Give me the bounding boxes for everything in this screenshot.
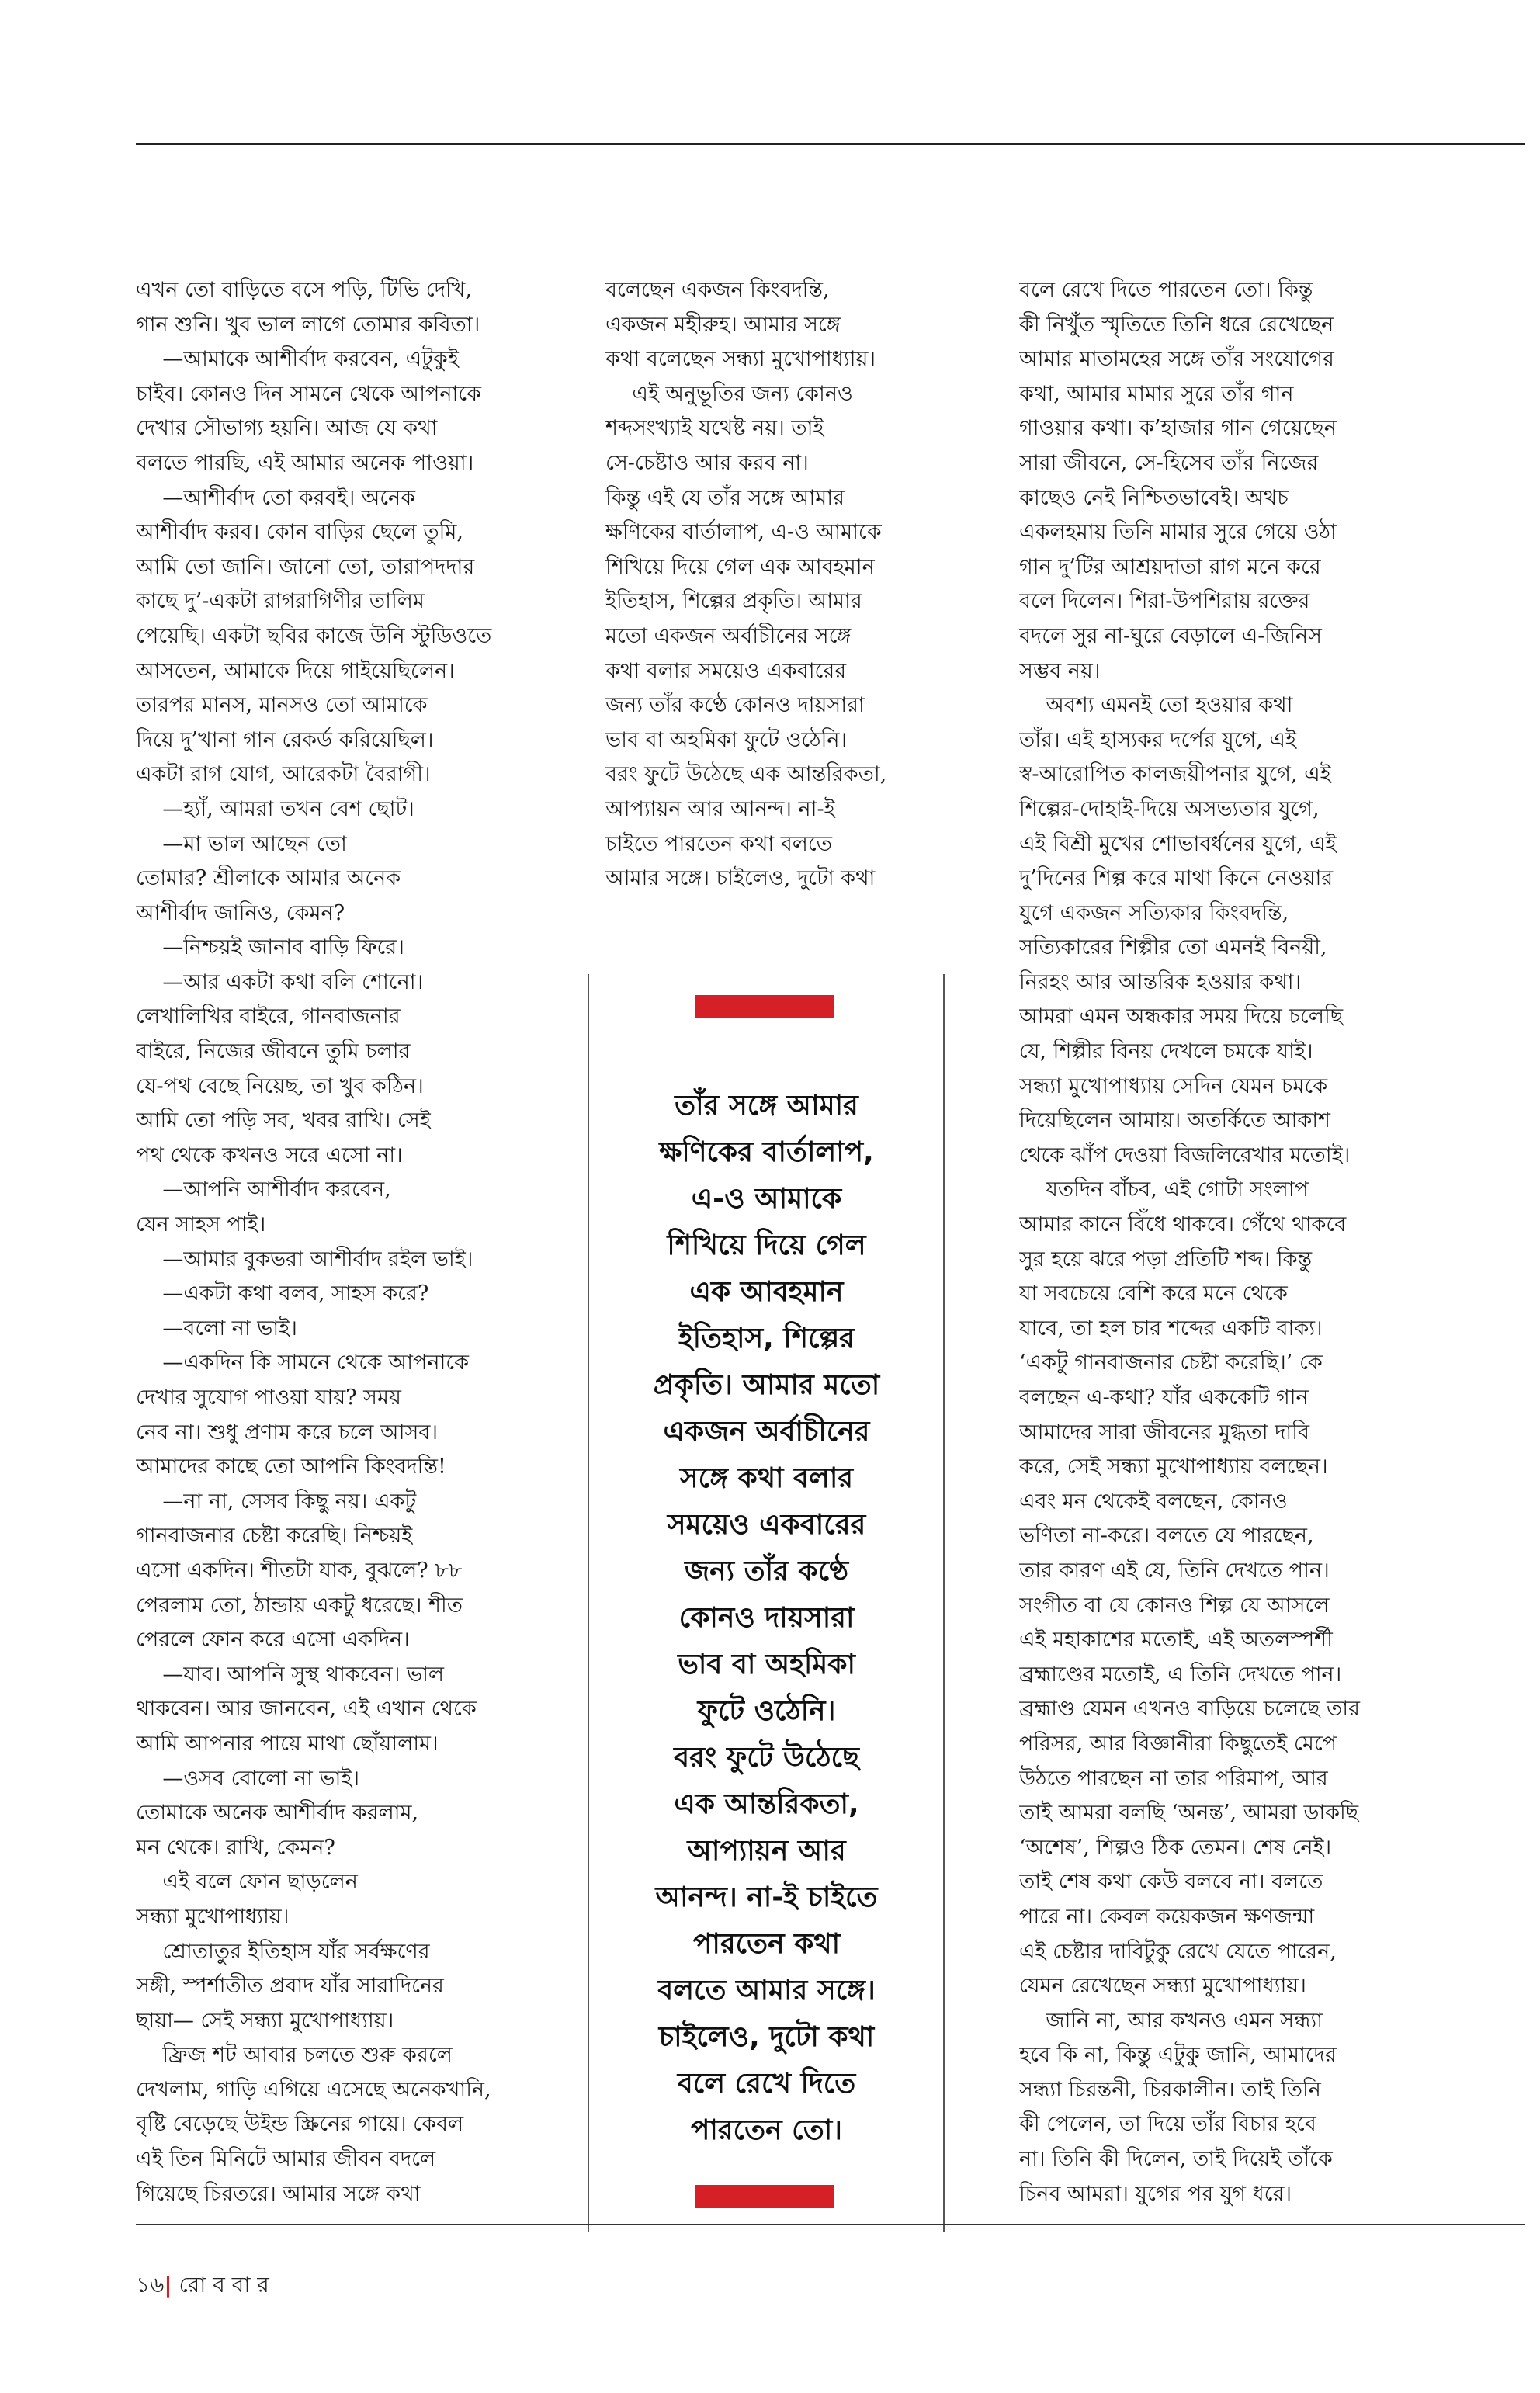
pull-quote-right-rule — [943, 974, 945, 2232]
page-number: ১৬ — [136, 2272, 165, 2298]
pull-quote: তাঁর সঙ্গে আমার ক্ষণিকের বার্তালাপ, এ-ও আমাকে শিখিয়ে দিয়ে গেল এক আবহমান ইতিহাস, শিল্পের প্রকৃতি। আমার মতো একজন অর্বাচীনের সঙ্গে কথা বলার সময়েও একবারের জন্য তাঁর কণ্ঠে কোনও দায়সারা ভাব বা অহমিকা ফুটে ওঠেনি। বরং ফুটে উঠেছে এক আন্তরিকতা, আপ্যায়ন আর আনন্দ। না-ই চাইতে পারতেন কথা বলতে আমার সঙ্গে। চাইলেও, দুটো কথা বলে রেখে দিতে পারতেন তো। — [653, 1090, 880, 2146]
article-column-2: বলেছেন একজন কিংবদন্তি, একজন মহীরুহ। আমার সঙ্গে কথা বলেছেন সন্ধ্যা মুখোপাধ্যায়। এই অনুভূতির জন্য কোনও শব্দসংখ্যাই যথেষ্ট নয়। তাই সে-চেষ্টাও আর করব না। কিন্তু এই যে তাঁর সঙ্গে আমার ক্ষণিকের বার্তালাপ, এ-ও আমাকে শিখিয়ে দিয়ে গেল এক আবহমান ইতিহাস, শিল্পের প্রকৃতি। আমার মতো একজন অর্বাচীনের সঙ্গে কথা বলার সময়েও একবারের জন্য তাঁর কণ্ঠে কোনও দায়সারা ভাব বা অহমিকা ফুটে ওঠেনি। বরং ফুটে উঠেছে এক আন্তরিকতা, আপ্যায়ন আর আনন্দ। না-ই চাইতে পারতেন কথা বলতে আমার সঙ্গে। চাইলেও, দুটো কথা — [605, 278, 887, 891]
footer-separator: | — [164, 2272, 172, 2298]
page-footer — [136, 2268, 269, 2305]
article-column-1: এখন তো বাড়িতে বসে পড়ি, টিভি দেখি, গান শুনি। খুব ভাল লাগে তোমার কবিতা। —আমাকে আশীর্বাদ করবেন, এটুকুই চাইব। কোনও দিন সামনে থেকে আপনাকে দেখার সৌভাগ্য হয়নি। আজ যে কথা বলতে পারছি, এই আমার অনেক পাওয়া। —আশীর্বাদ তো করবই। অনেক আশীর্বাদ করব। কোন বাড়ির ছেলে তুমি, আমি তো জানি। জানো তো, তারাপদদার কাছে দু’-একটা রাগরাগিণীর তালিম পেয়েছি। একটা ছবির কাজে উনি স্টুডিওতে আসতেন, আমাকে দিয়ে গাইয়েছিলেন। তারপর মানস, মানসও তো আমাকে দিয়ে দু’খানা গান রেকর্ড করিয়েছিল। একটা রাগ যোগ, আরেকটা বৈরাগী। —হ্যাঁ, আমরা তখন বেশ ছোট। —মা ভাল আছেন তো তোমার? শ্রীলাকে আমার অনেক আশীর্বাদ জানিও, কেমন? —নিশ্চয়ই জানাব বাড়ি ফিরে। —আর একটা কথা বলি শোনো। লেখালিখির বাইরে, গানবাজনার বাইরে, নিজের জীবনে তুমি চলার যে-পথ বেছে নিয়েছ, তা খুব কঠিন। আমি তো পড়ি সব, খবর রাখি। সেই পথ থেকে কখনও সরে এসো না। —আপনি আশীর্বাদ করবেন, যেন সাহস পাই। —আমার বুকভরা আশীর্বাদ রইল ভাই। —একটা কথা বলব, সাহস করে? —বলো না ভাই। —একদিন কি সামনে থেকে আপনাকে দেখার সুযোগ পাওয়া যায়? সময় নেব না। শুধু প্রণাম করে চলে আসব। আমাদের কাছে তো আপনি কিংবদন্তি! —না না, সেসব কিছু নয়। একটু গানবাজনার চেষ্টা করেছি। নিশ্চয়ই এসো একদিন। শীতটা যাক, বুঝলে? ৮৮ পেরলাম তো, ঠান্ডায় একটু ধরেছে। শীত পেরলে ফোন করে এসো একদিন। —যাব। আপনি সুস্থ থাকবেন। ভাল থাকবেন। আর জানবেন, এই এখান থেকে আমি আপনার পায়ে মাথা ছোঁয়ালাম। —ওসব বোলো না ভাই। তোমাকে অনেক আশীর্বাদ করলাম, মন থেকে। রাখি, কেমন? এই বলে ফোন ছাড়লেন সন্ধ্যা মুখোপাধ্যায়। শ্রোতাতুর ইতিহাস যাঁর সর্বক্ষণের সঙ্গী, স্পর্শাতীত প্রবাদ যাঁর সারাদিনের ছায়া— সেই সন্ধ্যা মুখোপাধ্যায়। ফ্রিজ শট আবার চলতে শুরু করলে দেখলাম, গাড়ি এগিয়ে এসেছে অনেকখানি, বৃষ্টি বেড়েছে উইন্ড স্ক্রিনের গায়ে। কেবল এই তিন মিনিটে আমার জীবন বদলে গিয়েছে চিরতরে। আমার সঙ্গে কথা — [136, 278, 492, 2206]
pull-quote-top-accent-bar — [695, 995, 834, 1018]
footer-rule — [136, 2224, 1525, 2225]
pull-quote-left-rule — [588, 974, 589, 2232]
magazine-name: রো ব বা র — [179, 2272, 269, 2298]
article-column-3: বলে রেখে দিতে পারতেন তো। কিন্তু কী নিখুঁত স্মৃতিতে তিনি ধরে রেখেছেন আমার মাতামহের সঙ্গে তাঁর সংযোগের কথা, আমার মামার সুরে তাঁর গান গাওয়ার কথা। ক’হাজার গান গেয়েছেন সারা জীবনে, সে-হিসেব তাঁর নিজের কাছেও নেই নিশ্চিতভাবেই। অথচ একলহমায় তিনি মামার সুরে গেয়ে ওঠা গান দু’টির আশ্রয়দাতা রাগ মনে করে বলে দিলেন। শিরা-উপশিরায় রক্তের বদলে সুর না-ঘুরে বেড়ালে এ-জিনিস সম্ভব নয়। অবশ্য এমনই তো হওয়ার কথা তাঁর। এই হাস্যকর দর্পের যুগে, এই স্ব-আরোপিত কালজয়ীপনার যুগে, এই শিল্পের-দোহাই-দিয়ে অসভ্যতার যুগে, এই বিশ্রী মুখের শোভাবর্ধনের যুগে, এই দু’দিনের শিল্প করে মাথা কিনে নেওয়ার যুগে একজন সত্যিকার কিংবদন্তি, সত্যিকারের শিল্পীর তো এমনই বিনয়ী, নিরহং আর আন্তরিক হওয়ার কথা। আমরা এমন অন্ধকার সময় দিয়ে চলেছি যে, শিল্পীর বিনয় দেখলে চমকে যাই। সন্ধ্যা মুখোপাধ্যায় সেদিন যেমন চমকে দিয়েছিলেন আমায়। অতর্কিতে আকাশ থেকে ঝাঁপ দেওয়া বিজলিরেখার মতোই। যতদিন বাঁচব, এই গোটা সংলাপ আমার কানে বিঁধে থাকবে। গেঁথে থাকবে সুর হয়ে ঝরে পড়া প্রতিটি শব্দ। কিন্তু যা সবচেয়ে বেশি করে মনে থেকে যাবে, তা হল চার শব্দের একটি বাক্য। ‘একটু গানবাজনার চেষ্টা করেছি।’ কে বলছেন এ-কথা? যাঁর এককেটি গান আমাদের সারা জীবনের মুগ্ধতা দাবি করে, সেই সন্ধ্যা মুখোপাধ্যায় বলছেন। এবং মন থেকেই বলছেন, কোনও ভণিতা না-করে। বলতে যে পারছেন, তার কারণ এই যে, তিনি দেখতে পান। সংগীত বা যে কোনও শিল্প যে আসলে এই মহাকাশের মতোই, এই অতলস্পর্শী ব্রহ্মাণ্ডের মতোই, এ তিনি দেখতে পান। ব্রহ্মাণ্ড যেমন এখনও বাড়িয়ে চলেছে তার পরিসর, আর বিজ্ঞানীরা কিছুতেই মেপে উঠতে পারছেন না তার পরিমাপ, আর তাই আমরা বলছি ‘অনন্ত’, আমরা ডাকছি ‘অশেষ’, শিল্পও ঠিক তেমন। শেষ নেই। তাই শেষ কথা কেউ বলবে না। বলতে পারে না। কেবল কয়েকজন ক্ষণজন্মা এই চেষ্টার দাবিটুকু রেখে যেতে পারেন, যেমন রেখেছেন সন্ধ্যা মুখোপাধ্যায়। জানি না, আর কখনও এমন সন্ধ্যা হবে কি না, কিন্তু এটুকু জানি, আমাদের সন্ধ্যা চিরন্তনী, চিরকালীন। তাই তিনি কী পেলেন, তা দিয়ে তাঁর বিচার হবে না। তিনি কী দিলেন, তাই দিয়েই তাঁকে চিনব আমরা। যুগের পর যুগ ধরে। — [1019, 278, 1360, 2206]
pull-quote-bottom-accent-bar — [695, 2185, 834, 2208]
top-rule — [136, 143, 1525, 145]
